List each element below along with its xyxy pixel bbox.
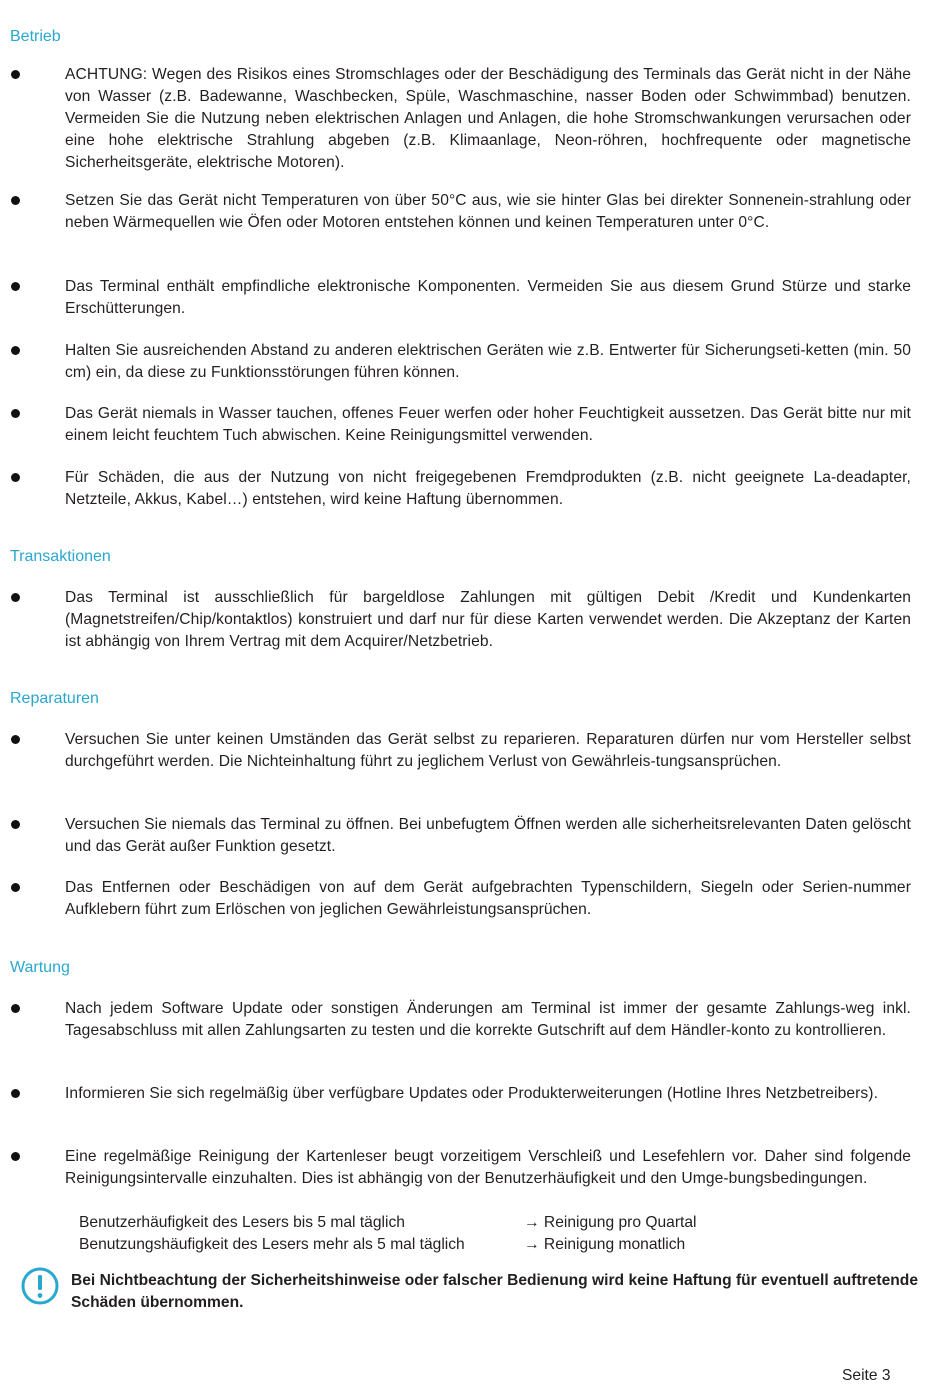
bullet-icon bbox=[11, 1004, 20, 1013]
list-item-text: Setzen Sie das Gerät nicht Temperaturen von über 50°C aus, wie sie hinter Glas bei direkter Sonnenein-strahlung oder neben Wärmequellen wie Öfen oder Motoren entstehen können und keinen Temperaturen unter 0°C. bbox=[65, 192, 911, 231]
bullet-icon bbox=[11, 820, 20, 829]
bullet-icon bbox=[11, 282, 20, 291]
interval-action: → Reinigung pro Quartal bbox=[524, 1214, 697, 1231]
list-item-text: Für Schäden, die aus der Nutzung von nicht freigegebenen Fremdprodukten (z.B. nicht geeignete La-deadapter, Netzteile, Akkus, Kabel…) entstehen, wird keine Haftung übernommen. bbox=[65, 469, 911, 508]
list-item-text: Nach jedem Software Update oder sonstigen Änderungen am Terminal ist immer der gesamte Zahlungs-weg inkl. Tagesabschluss mit allen Zahlungsarten zu testen und die korrekte Gutschrift auf dem Händler-konto zu kontrollieren. bbox=[65, 1000, 911, 1039]
warning-text: Bei Nichtbeachtung der Sicherheitshinweise oder falscher Bedienung wird keine Haftung für eventuell auftretende Schäden übernommen. bbox=[71, 1272, 918, 1311]
bullet-icon bbox=[11, 735, 20, 744]
cleaning-interval-row bbox=[79, 1212, 697, 1234]
bullet-icon bbox=[11, 883, 20, 892]
bullet-icon bbox=[11, 70, 20, 79]
section-heading-reparaturen: Reparaturen bbox=[10, 690, 99, 707]
section-heading-wartung: Wartung bbox=[10, 959, 70, 976]
list-item-text: Halten Sie ausreichenden Abstand zu anderen elektrischen Geräten wie z.B. Entwerter für Sicherungseti-ketten (min. 50 cm) ein, da diese zu Funktionsstörungen führen können. bbox=[65, 342, 911, 381]
section-heading-transaktionen: Transaktionen bbox=[10, 548, 111, 565]
exclamation-circle-icon bbox=[21, 1267, 59, 1305]
list-item-text: Versuchen Sie niemals das Terminal zu öffnen. Bei unbefugtem Öffnen werden alle sicherheitsrelevanten Daten gelöscht und das Gerät außer Funktion gesetzt. bbox=[65, 816, 911, 855]
list-item-text: ACHTUNG: Wegen des Risikos eines Stromschlages oder der Beschädigung des Terminals das Gerät nicht in der Nähe von Wasser (z.B. Badewanne, Waschbecken, Spüle, Waschmaschine, nasser Boden oder Schwimmbad) benutzen. Vermeiden Sie die Nutzung neben elektrischen Anlagen und Anlagen, die hohe Stromschwankungen verursachen oder eine hohe elektrische Strahlung abgeben (z.B. Klimaanlage, Neon-röhren, hochfrequente oder magnetische Sicherheitsgeräte, elektrische Motoren). bbox=[65, 66, 911, 171]
list-item-text: Das Gerät niemals in Wasser tauchen, offenes Feuer werfen oder hoher Feuchtigkeit aussetzen. Das Gerät bitte nur mit einem leicht feuchtem Tuch abwischen. Keine Reinigungsmittel verwenden. bbox=[65, 405, 911, 444]
list-item-text: Das Entfernen oder Beschädigen von auf dem Gerät aufgebrachten Typenschildern, Siegeln oder Serien-nummer Aufklebern führt zum Erlöschen von jeglichen Gewährleistungsansprüchen. bbox=[65, 879, 911, 918]
list-item-text: Das Terminal enthält empfindliche elektronische Komponenten. Vermeiden Sie aus diesem Grund Stürze und starke Erschütterungen. bbox=[65, 278, 911, 317]
interval-condition: Benutzungshäufigkeit des Lesers mehr als 5 mal täglich bbox=[79, 1236, 465, 1253]
bullet-icon bbox=[11, 346, 20, 355]
bullet-icon bbox=[11, 1089, 20, 1098]
bullet-icon bbox=[11, 1152, 20, 1161]
bullet-icon bbox=[11, 473, 20, 482]
list-item-text: Eine regelmäßige Reinigung der Kartenleser beugt vorzeitigem Verschleiß und Lesefehlern vor. Daher sind folgende Reinigungsintervalle einzuhalten. Dies ist abhängig von der Benutzerhäufigkeit und den Umge-bungsbedingungen. bbox=[65, 1148, 911, 1187]
cleaning-interval-row bbox=[79, 1234, 686, 1256]
list-item-text: Informieren Sie sich regelmäßig über verfügbare Updates oder Produkterweiterungen (Hotline Ihres Netzbetreibers). bbox=[65, 1085, 879, 1102]
list-item-text: Das Terminal ist ausschließlich für bargeldlose Zahlungen mit gültigen Debit /Kredit und Kundenkarten (Magnetstreifen/Chip/kontaktlos) konstruiert und darf nur für diese Karten verwendet werden. Die Akzeptanz der Karten ist abhängig von Ihrem Vertrag mit dem Acquirer/Netzbetrieb. bbox=[65, 589, 911, 650]
page-number: Seite 3 bbox=[842, 1367, 891, 1384]
bullet-icon bbox=[11, 593, 20, 602]
section-heading-betrieb: Betrieb bbox=[10, 28, 61, 45]
list-item-text: Versuchen Sie unter keinen Umständen das Gerät selbst zu reparieren. Reparaturen dürfen nur vom Hersteller selbst durchgeführt werden. Die Nichteinhaltung führt zu jeglichem Verlust von Gewährleis-tungsansprüchen. bbox=[65, 731, 911, 770]
bullet-icon bbox=[11, 196, 20, 205]
interval-action: → Reinigung monatlich bbox=[524, 1236, 686, 1253]
bullet-icon bbox=[11, 409, 20, 418]
interval-condition: Benutzerhäufigkeit des Lesers bis 5 mal täglich bbox=[79, 1214, 405, 1231]
